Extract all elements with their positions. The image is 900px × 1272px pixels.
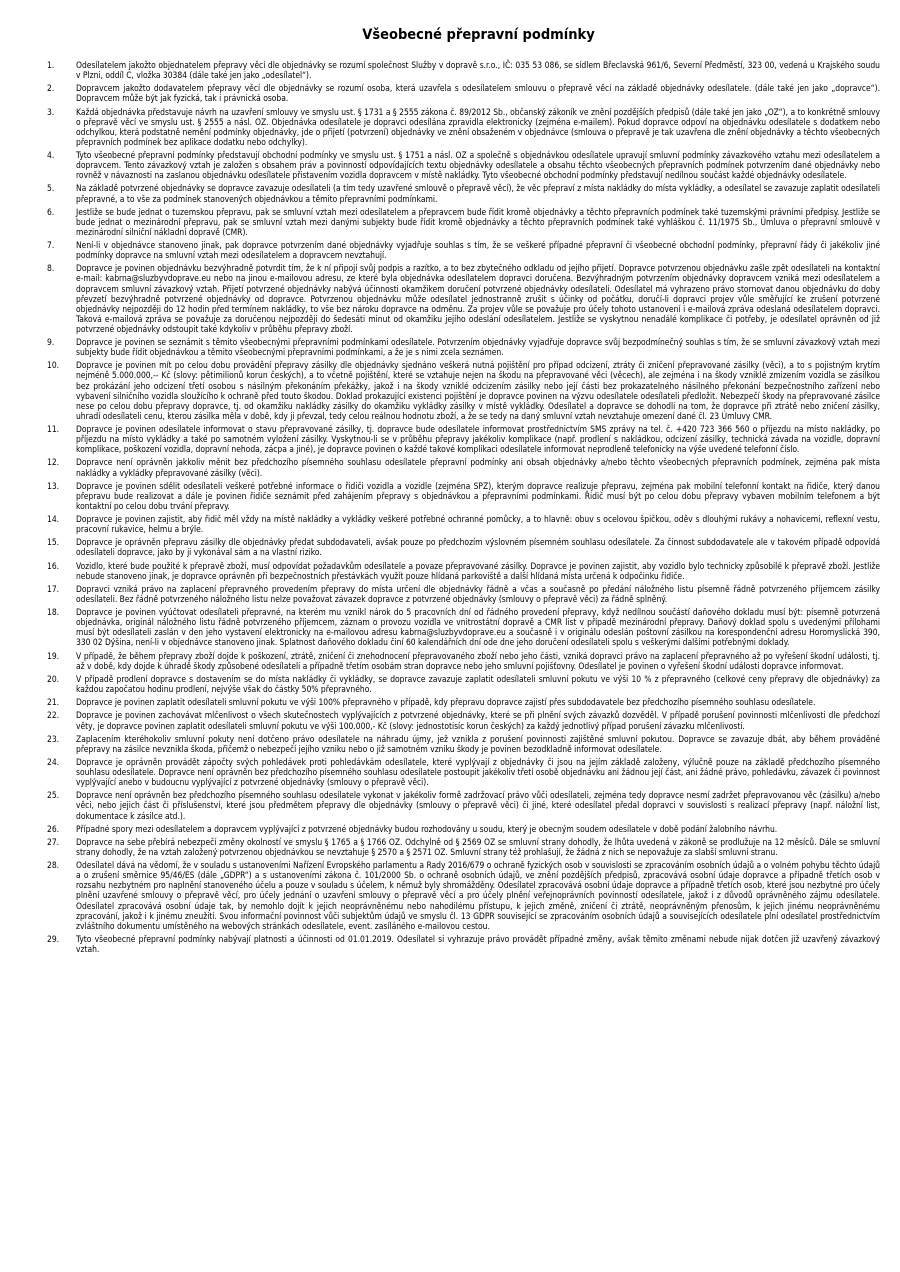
term-number: 4. <box>47 150 55 161</box>
term-number: 9. <box>47 337 55 348</box>
term-item <box>47 263 880 334</box>
term-text: Dopravce je povinen odesílatele informovat o stavu přepravované zásilky, tj. dopravce bude odesílatele informovat prostřednictvím SMS zprávy na tel. č. +420 723 366 560 o příjezdu na místo nakládky, po příjezdu na místo vykládky a také po samotném vyložení zásilky. Vyskytnou-li se v průběhu přepravy jakékoliv komplikace (např. prodlení s nakládkou, odcizení zásilky, technická závada na vozidle, dopravní komplikace, poškození vozidla, dopravní nehoda, zácpa a jiné), je dopravce povinen o každé takové komplikaci odesílatele informovat neprodleně telefonicky na výše uvedené telefonní číslo. <box>76 424 880 455</box>
term-item <box>47 934 880 954</box>
term-item <box>47 457 880 477</box>
term-number: 11. <box>47 424 60 435</box>
term-item <box>47 514 880 534</box>
term-number: 26. <box>47 823 60 834</box>
term-item <box>47 584 880 604</box>
term-text: V případě, že během přepravy zboží dojde k poškození, ztrátě, zničení či znehodnocení přepravovaného zboží nebo jeho části, vzniká dopravci právo na zaplacení přepravného až po vyřešení škodní události, tj. až v době, kdy dojde k úhradě škody způsobené odesílateli a případně třetím osobám stran dopravce nebo jeho smluvní pojišťovny. Odesílatel je povinen o vyřešení škodní události dopravce informovat. <box>76 650 880 671</box>
term-text: Dopravce je povinen zajistit, aby řidič měl vždy na místě nakládky a vykládky veškeré potřebné ochranné pomůcky, a to hlavně: obuv s ocelovou špičkou, oděv s dlouhými rukávy a nohavicemi, reflexní vestu, pracovní rukavice, helmu a brýle. <box>76 514 880 535</box>
term-number: 3. <box>47 106 55 117</box>
term-number: 22. <box>47 710 60 721</box>
term-item <box>47 337 880 357</box>
term-number: 17. <box>47 583 60 594</box>
term-number: 2. <box>47 83 55 94</box>
term-text: Dopravce je povinen se seznámit s těmito všeobecnými přepravními podmínkami odesílatele. Potvrzením objednávky vyjadřuje dopravce svůj bezpodmínečný souhlas s tím, že se smluvní závazkový vztah mezi subjekty bude řídit objednávkou a těmito všeobecnými přepravními podmínkami, a že je s nimi zcela seznámen. <box>76 337 880 358</box>
term-number: 24. <box>47 756 60 767</box>
term-number: 6. <box>47 206 55 217</box>
term-number: 18. <box>47 607 60 618</box>
term-text: Dopravce je oprávněn provádět zápočty svých pohledávek proti pohledávkám odesílatele, které vyplývají z objednávky či jsou na jejím základě založeny, výlučně pouze na základě předchozího písemného souhlasu odesílatele. Dopravce není oprávněn bez předchozího písemného souhlasu odesílatele postoupit jakékoliv třetí osobě objednávku ani žádnou její část, ani žádné právo, pohledávku, závazek či povinnost vyplývající anebo v budoucnu vyplývající z potvrzené objednávky (smlouvy o přepravě věci). <box>76 756 880 788</box>
term-text: Tyto všeobecné přepravní podmínky představují obchodní podmínky ve smyslu ust. § 1751 a násl. OZ a společně s objednávkou odesílatele upravují smluvní podmínky závazkového vztahu mezi odesílatelem a dopravcem. Tento závazkový vztah je založen s obsahem práv a povinností odpovídajících textu objednávky odesílatele a obsahu těchto všeobecných přepravních podmínek potvrzením dané objednávky nebo rovněž v návaznosti na zaslanou objednávku odesílatele přistavením vozidla dopravcem v místě nakládky. Tyto všeobecné obchodní podmínky představují nedílnou součást každé objednávky odesílatele. <box>76 150 880 181</box>
term-item <box>47 150 880 180</box>
term-number: 23. <box>47 733 60 744</box>
terms-list <box>47 60 880 954</box>
term-item <box>47 424 880 454</box>
term-item <box>47 697 880 707</box>
term-number: 28. <box>47 860 60 871</box>
term-text: Dopravce na sebe přebírá nebezpečí změny okolností ve smyslu § 1765 a § 1766 OZ. Odchylně od § 2569 OZ se smluvní strany dohodly, že lhůta uvedená v zákoně se prodlužuje na 12 měsíců. Dále se smluvní strany dohodly, že na vztah založený potvrzenou objednávkou se nevztahuje § 2570 a § 2571 OZ. Smluvní strany též prohlašují, že žádná z nich se nepovažuje za slabší smluvní stranu. <box>76 836 880 857</box>
term-item <box>47 710 880 730</box>
term-item <box>47 60 880 80</box>
term-text: Zaplacením kteréhokoliv smluvní pokuty není dotčeno právo odesílatele na náhradu újmy, jež vznikla z porušení povinnosti zajištěné smluvní pokutou. Dopravce se zavazuje dbát, aby během prováděné přepravy na zásilce nevznikla škoda, přičemž o nebezpečí jejího vzniku nebo o již samotném vzniku škody je povinen bezodkladně informovat odesílatele. <box>76 733 880 754</box>
term-item <box>47 651 880 671</box>
term-text: Dopravce je povinen mít po celou dobu provádění přepravy zásilky dle objednávky sjednáno veškerá nutná pojištění pro případ odcizení, ztráty či zničení přepravované zásilky (věci), a to s pojistným krytím nejméně 5.000.000,-- Kč (slovy: pětimilionů korun českých), a to včetně pojištění, které se vztahuje nejen na škodu na přepravované věci (věcech), ale zejména i na škody vzniklé zmizením vozidla se zásilkou bez prokázání jeho odcizení třetí osobou s násilným překonáním překážky, jakož i na škody vzniklé odcizením zásilky nebo její části bez prokazatelného násilného překonání bezpečnostního zařízení nebo vybavení silničního vozidla sloužícího k ochraně před touto škodou. Doklad prokazující existenci pojištění je dopravce povinen na výzvu odesílatele odesílateli předložit. Nebezpečí škody na přepravované zásilce nese po celou dobu přepravy dopravce, tj. od okamžiku nakládky zásilky do okamžiku vykládky zásilky v místě vykládky. Odesílatel a dopravce se dohodli na tom, že dopravce při ztrátě nebo zničení zásilky, uhradí odesílateli cenu, kterou zásilka měla v době, kdy ji převzal, tedy celou reálnou hodnotu zboží, a že se tedy na daný smluvní vztah nevztahuje omezení dané čl. 23 Úmluvy CMR. <box>76 360 880 421</box>
term-item <box>47 790 880 820</box>
term-number: 12. <box>47 457 60 468</box>
term-number: 29. <box>47 933 60 944</box>
term-text: Vozidlo, které bude použité k přepravě zboží, musí odpovídat požadavkům odesílatele a povaze přepravované zásilky. Dopravce je povinen zajistit, aby vozidlo bylo technicky způsobilé k přepravě zboží. Jestliže nebude stanoveno jinak, je dopravce oprávněn při bezpečnostních přestávkách využít pouze hlídaná parkoviště a další hlídaná místa určená k odpočinku řidiče. <box>76 560 880 581</box>
term-text: Dopravci vzniká právo na zaplacení přepravného provedením přepravy do místa určení dle objednávky řádně a včas a současně po předání náložného listu písemně řádně potvrzeného příjemcem zásilky odesílateli. Bez řádně potvrzeného náložného listu nelze považovat závazek dopravce z potvrzené objednávky (smlouvy o přepravě věci) za řádně splněný. <box>76 583 880 604</box>
term-item <box>47 824 880 834</box>
term-item <box>47 860 880 931</box>
term-number: 21. <box>47 697 60 708</box>
term-number: 14. <box>47 514 60 525</box>
term-text: Dopravce je povinen zachovávat mlčenlivost o všech skutečnostech vyplývajících z potvrzené objednávky, které se při plnění svých závazků dozvěděl. V případě porušení povinnosti mlčenlivosti dle předchozí věty, je dopravce povinen zaplatit odesílateli smluvní pokutu ve výši 100.000,- Kč (slovy: jednostotisíc korun českých) za každý jednotlivý případ porušení závazku mlčenlivosti. <box>76 710 880 731</box>
term-text: Není-li v objednávce stanoveno jinak, pak dopravce potvrzením dané objednávky vyjadřuje souhlas s tím, že se veškeré případné přepravní či všeobecné obchodní podmínky, přepravní řády či jakékoliv jiné podmínky dopravce na smluvní vztah mezi odesílatelem a dopravcem nevztahují. <box>76 240 880 261</box>
term-number: 7. <box>47 240 55 251</box>
term-text: Tyto všeobecné přepravní podmínky nabývají platnosti a účinnosti od 01.01.2019. Odesílatel si vyhrazuje právo provádět případné změny, avšak těmito změnami nebude nijak dotčen již uzavřený závazkový vztah. <box>76 933 880 955</box>
term-number: 10. <box>47 360 60 371</box>
term-text: Případné spory mezi odesílatelem a dopravcem vyplývající z potvrzené objednávky budou rozhodovány u soudu, který je obecným soudem odesílatele v době podání žalobního návrhu. <box>76 823 778 834</box>
term-text: Dopravce je povinen vyúčtovat odesílateli přepravné, na kterém mu vznikl nárok do 5 pracovních dní od řádného provedení přepravy, když nedílnou součástí daňového dokladu musí být: písemně potvrzená objednávka, originál náložného listu řádně potvrzeného příjemcem, záznam o provozu vozidla ve vnitrostátní dopravě a CMR list v případě mezinárodní přepravy. Daňový doklad spolu s uvedenými přílohami musí být odesílateli zaslán v den jeho vystavení elektronicky na e-mailovou adresu kabrna@sluzbyvdoprave.eu a současně i v originálu odeslán poštovní zásilkou na korespondenční adresu Horomyslická 390, 330 02 Dýšina, není-li v objednávce stanoveno jinak. Splatnost daňového dokladu činí 60 kalendářních dní ode dne jeho doručení odesílateli spolu s veškerými dalšími potřebnými doklady. <box>76 607 880 648</box>
term-number: 8. <box>47 263 55 274</box>
term-text: Dopravce je oprávněn přepravu zásilky dle objednávky předat subdodavateli, avšak pouze po předchozím výslovném písemném souhlasu odesílatele. Za činnost subdodavatele ale v takovém případě odpovídá odesílateli dopravce, jako by ji vykonával sám a na vlastní riziko. <box>76 537 880 558</box>
term-text: Odesílatelem jakožto objednatelem přepravy věcí dle objednávky se rozumí společnost Služby v dopravě s.r.o., IČ: 035 53 086, se sídlem Břeclavská 961/6, Severní Předměstí, 323 00, vedená u Krajského soudu v Plzni, oddíl C, vložka 30384 (dále také jen jako „odesílatel“). <box>76 60 880 81</box>
term-item <box>47 674 880 694</box>
term-item <box>47 481 880 511</box>
term-number: 27. <box>47 836 60 847</box>
term-item <box>47 837 880 857</box>
term-number: 25. <box>47 790 60 801</box>
term-item <box>47 207 880 237</box>
term-number: 20. <box>47 673 60 684</box>
term-number: 19. <box>47 650 60 661</box>
term-text: Dopravce není oprávněn bez předchozího písemného souhlasu odesílatele vykonat v jakékoliv formě zadržovací právo vůči odesílateli, zejména tedy dopravce nesmí zadržet přepravovanou věc (zásilku) a/nebo věci, nebo jejich část či příslušenství, které jsou předmětem přepravy dle objednávky (smlouvy o přepravě věci) či jiné, které odesílatel předal dopravci v souvislosti s realizací přepravy (např. náložní list, dokumentace k zásilce atd.). <box>76 790 880 821</box>
term-text: Dopravce není oprávněn jakkoliv měnit bez předchozího písemného souhlasu odesílatele přepravní podmínky ani obsah objednávky a/nebo těchto všeobecných přepravních podmínek, zejména pak místa nakládky a vykládky přepravované zásilky (věci). <box>76 457 880 478</box>
document-title: Všeobecné přepravní podmínky <box>362 27 595 43</box>
term-text: Dopravce je povinen zaplatit odesílateli smluvní pokutu ve výši 100% přepravného v případě, kdy přepravu dopravce zajistí přes subdodavatele bez předchozího písemného souhlasu odesílatele. <box>76 697 816 708</box>
term-text: Jestliže se bude jednat o tuzemskou přepravu, pak se smluvní vztah mezi odesílatelem a přepravcem bude řídit kromě objednávky a těchto přepravních podmínek také tuzemskými právními předpisy. Jestliže se bude jednat o mezinárodní přepravu, pak se smluvní vztah mezi danými subjekty bude řídit kromě objednávky a těchto přepravních podmínek také vyhláškou č. 11/1975 Sb., Úmluva o přepravní smlouvě v mezinárodní silniční nákladní dopravě (CMR). <box>76 206 880 237</box>
term-item <box>47 757 880 787</box>
term-item <box>47 83 880 103</box>
term-item <box>47 360 880 421</box>
term-number: 5. <box>47 183 55 194</box>
term-number: 1. <box>47 60 55 70</box>
term-number: 13. <box>47 480 60 491</box>
term-text: Dopravce je povinen sdělit odesílateli veškeré potřebné informace o řidiči vozidla a vozidle (zejména SPZ), kterým dopravce realizuje přepravu, zejména pak mobilní telefonní kontakt na řidiče, který danou přepravu bude realizovat a dále je povinen řidiče seznámit před zahájením přepravy s objednávkou a přepravními podmínkami. Řidič musí být po celou dobu přepravy vybaven mobilním telefonem a být kontaktní po celou dobu trvání přepravy. <box>76 480 880 511</box>
term-text: Každá objednávka představuje návrh na uzavření smlouvy ve smyslu ust. § 1731 a § 2555 zákona č. 89/2012 Sb., občanský zákoník ve znění pozdějších předpisů (dále také jen jako „OZ“), a to konkrétně smlouvy o přepravě věcí ve smyslu ust. § 2555 a násl. OZ. Objednávka odesílatele je dopravci odesílána zpravidla elektronicky (zejména e-mailem). Pokud dopravce odpoví na objednávku odesílatele s dodatkem nebo odchylkou, která podstatně nemění podmínky objednávky, jde o přijetí (potvrzení) objednávky ve znění obsaženém v objednávce (smlouva o přepravě je tak uzavřena dle znění objednávky a těchto všeobecných přepravních podmínek bez aplikace dodatku nebo odchylky). <box>76 106 880 147</box>
term-text: Odesílatel dává na vědomí, že v souladu s ustanoveními Nařízení Evropského parlamentu a Rady 2016/679 o ochraně fyzických osob v souvislosti se zpracováním osobních údajů a o volném pohybu těchto údajů a o zrušení směrnice 95/46/ES (dále „GDPR“) a s ustanoveními zákona č. 101/2000 Sb. o ochraně osobních údajů, ve znění pozdějších předpisů, zpracovává osobní údaje dopravce a případně třetích osob v rozsahu nezbytném pro naplnění stanoveného účelu a pouze v souladu s účelem, k němuž byly shromážděny. Odesílatel zpracovává osobní údaje dopravce a případně třetích osob, které jsou nezbytné pro účely plnění uzavřené smlouvy o přepravě věcí, pro účely jednání o uzavření smlouvy o přepravě věcí a pro účely plnění veřejnoprávních povinností odesílatele, jakož i z důvodů oprávněného zájmu odesílatele. Odesílatel zpracovává osobní údaje tak, by nemohlo dojít k jejich neoprávněnému nebo nahodilému přístupu, k jejich změně, zničení či ztrátě, neoprávněným přenosům, k jejich jinému neoprávněnému zpracování, jakož i k jinému zneužití. Svou informační povinnost vůči subjektům údajů ve smyslu čl. 13 GDPR související se zpracováním osobních údajů a souvisejících odesílatele plní odesílatel prostřednictvím zvláštního dokumentu umístěného na webových stránkách odesílatele, event. zasíláného e-mailovou cestou. <box>76 860 880 931</box>
term-text: Dopravce je povinen objednávku bezvýhradně potvrdit tím, že k ní připojí svůj podpis a razítko, a to bez zbytečného odkladu od jejího přijetí. Dopravce potvrzenou objednávku zašle zpět odesílateli na kontaktní e-mail: kabrna@sluzbyvdoprave.eu nebo na jinou e-mailovou adresu, ze které byla objednávka odesílatelem dopravci doručena. Bezvýhradným potvrzením objednávky dopravcem vzniká mezi odesílatelem a dopravcem smluvní závazkový vztah. Přijetí potvrzené objednávky nabývá účinnosti okamžikem doručení potvrzené objednávky odesílateli. Odesílatel má vyhrazeno právo stornovat danou objednávku do doby převzetí bezvýhradně potvrzené objednávky od dopravce. Potvrzenou objednávku může odesílatel jednostranně zrušit s účinky od počátku, doručí-li dopravci projev vůle směřující ke zrušení potvrzené objednávky nejpozději do 12 hodin před termínem nakládky, to vše bez nároku dopravce na odměnu. Za projev vůle se považuje pro účely tohoto ustanovení i e-mailová zpráva odeslaná odesílatelem dopravci. Taková e-mailová zpráva se považuje za doručenou nejpozději do šedesáti minut od okamžiku jejího odeslání odesílatelem. Jestliže se vyskytnou nenadálé komplikace či potřeby, je odesílatel oprávněn od již potvrzené objednávky odstoupit také kdykoliv v průběhu přepravy zboží. <box>76 263 880 334</box>
term-item <box>47 561 880 581</box>
term-text: Na základě potvrzené objednávky se dopravce zavazuje odesílateli (a tím tedy uzavřené smlouvě o přepravě věcí), že věc přepraví z místa nakládky do místa vykládky, a odesílatel se zavazuje zaplatit odesílateli přepravné, a to vše za podmínek stanovených objednávkou a těmito přepravními podmínkami. <box>76 183 880 204</box>
term-item <box>47 107 880 147</box>
term-item <box>47 537 880 557</box>
term-number: 15. <box>47 537 60 548</box>
term-item <box>47 734 880 754</box>
term-item <box>47 183 880 203</box>
term-item <box>47 240 880 260</box>
term-text: Dopravcem jakožto dodavatelem přepravy věcí dle objednávky se rozumí osoba, která uzavřela s odesílatelem smlouvu o přepravě věcí na základě objednávky odesílatele. (dále také jen jako „dopravce“). Dopravcem může být jak fyzická, tak i právnická osoba. <box>76 83 880 104</box>
term-text: V případě prodlení dopravce s dostavením se do místa nakládky či vykládky, se dopravce zavazuje zaplatit odesílateli smluvní pokutu ve výši 10 % z přepravného (celkové ceny přepravy dle objednávky) za každou započatou hodinu prodlení, nejvýše však do částky 50% přepravného. <box>76 673 880 695</box>
term-item <box>47 607 880 647</box>
term-number: 16. <box>47 560 60 571</box>
